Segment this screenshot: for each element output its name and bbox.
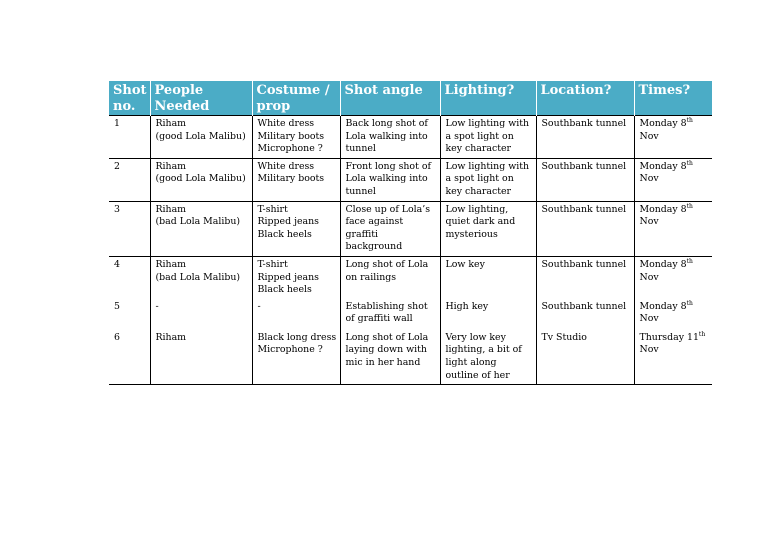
cell-costume: White dress Military boots Microphone ?	[252, 116, 340, 159]
header-location: Location?	[536, 81, 634, 116]
cell-lighting: Low lighting, quiet dark and mysterious	[440, 201, 536, 256]
cell-costume: T-shirt Ripped jeans Black heels	[252, 256, 340, 298]
time-month: Nov	[639, 173, 659, 185]
cell-shot: 3	[109, 201, 150, 256]
cell-people: Riham	[150, 330, 252, 385]
table-header-row	[109, 81, 712, 116]
cell-location: Southbank tunnel	[536, 299, 634, 330]
cell-angle: Back long shot of Lola walking into tunnel	[340, 116, 440, 159]
cell-angle: Establishing shot of graffiti wall	[340, 299, 440, 330]
cell-people: Riham (bad Lola Malibu)	[150, 256, 252, 298]
time-suffix: th	[686, 299, 693, 307]
cell-location: Southbank tunnel	[536, 256, 634, 298]
time-day: Monday 8	[639, 118, 687, 129]
table-row	[109, 201, 712, 256]
cell-location: Southbank tunnel	[536, 201, 634, 256]
cell-time	[634, 158, 712, 201]
time-suffix: th	[686, 257, 693, 265]
table-row	[109, 158, 712, 201]
time-suffix: th	[698, 330, 706, 338]
time-day: Thursday 11	[639, 331, 699, 343]
header-times: Times?	[634, 81, 712, 116]
table-row	[109, 299, 712, 330]
cell-costume: White dress Military boots	[252, 158, 340, 201]
time-suffix: th	[686, 159, 693, 167]
cell-lighting: Low lighting with a spot light on key character	[440, 116, 536, 159]
header-people-needed: People Needed	[150, 81, 252, 116]
cell-people: -	[150, 299, 252, 330]
cell-costume: T-shirt Ripped jeans Black heels	[252, 201, 340, 256]
header-shot-angle: Shot angle	[340, 81, 440, 116]
time-day: Monday 8	[639, 160, 687, 172]
cell-time	[634, 116, 712, 159]
time-month: Nov	[639, 130, 659, 142]
cell-angle: Front long shot of Lola walking into tunnel	[340, 158, 440, 201]
time-month: Nov	[639, 344, 659, 356]
time-suffix: th	[686, 202, 693, 210]
cell-lighting: High key	[440, 299, 536, 330]
cell-costume: -	[252, 299, 340, 330]
cell-lighting: Low lighting with a spot light on key character	[440, 158, 536, 201]
cell-location: Southbank tunnel	[536, 158, 634, 201]
time-month: Nov	[639, 216, 659, 228]
cell-costume: Black long dress Microphone ?	[252, 330, 340, 385]
time-month: Nov	[639, 271, 659, 283]
cell-angle: Long shot of Lola laying down with mic in her hand	[340, 330, 440, 385]
cell-location: Tv Studio	[536, 330, 634, 385]
cell-time	[634, 330, 712, 385]
cell-shot: 5	[114, 300, 120, 312]
time-suffix: th	[686, 117, 693, 124]
table-row	[109, 116, 712, 159]
cell-people: Riham (bad Lola Malibu)	[150, 201, 252, 256]
cell-shot: 2	[109, 158, 150, 201]
cell-angle: Long shot of Lola on railings	[340, 256, 440, 298]
cell-people: Riham (good Lola Malibu)	[150, 158, 252, 201]
cell-people: Riham (good Lola Malibu)	[150, 116, 252, 159]
cell-location: Southbank tunnel	[536, 116, 634, 159]
cell-time	[634, 299, 712, 330]
cell-time	[634, 256, 712, 298]
table-row	[109, 256, 712, 298]
header-lighting: Lighting?	[440, 81, 536, 116]
time-day: Monday 8	[639, 258, 687, 270]
cell-angle: Close up of Lola’s face against graffiti background	[340, 201, 440, 256]
shot-schedule-table	[109, 81, 712, 385]
time-month: Nov	[639, 313, 659, 325]
header-costume-prop: Costume / prop	[252, 81, 340, 116]
cell-lighting: Low key	[440, 256, 536, 298]
cell-lighting: Very low key lighting, a bit of light along outline of her	[440, 330, 536, 385]
cell-shot: 6	[109, 330, 150, 385]
cell-shot: 1	[109, 116, 150, 159]
table-row	[109, 330, 712, 385]
cell-time	[634, 201, 712, 256]
time-day: Monday 8	[639, 300, 687, 312]
cell-shot: 4	[109, 256, 150, 298]
time-day: Monday 8	[639, 203, 687, 215]
header-shot-no: Shot no.	[109, 81, 150, 116]
